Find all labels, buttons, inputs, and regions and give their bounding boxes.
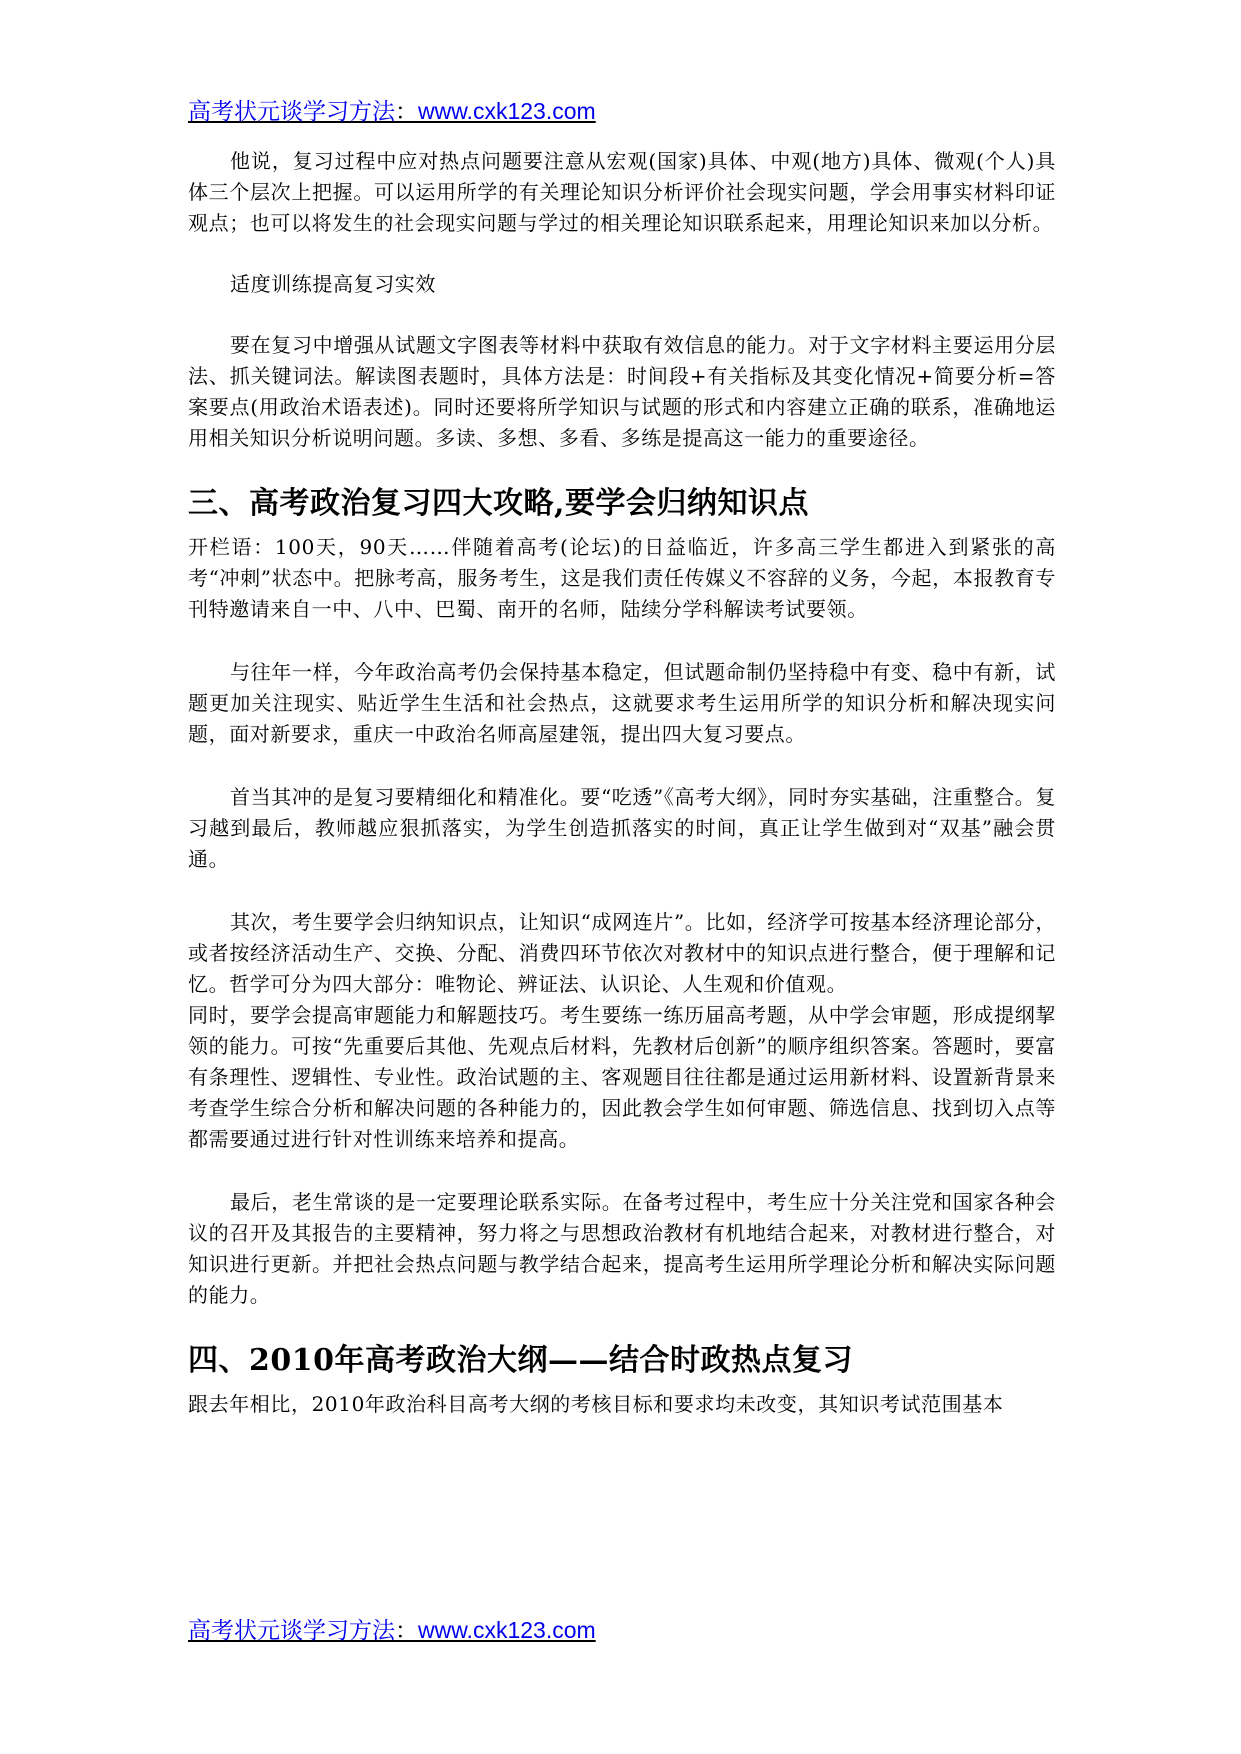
paragraph-third-point: 同时，要学会提高审题能力和解题技巧。考生要练一练历届高考题，从中学会审题，形成提纲挈领的能力。可按“先重要后其他、先观点后材料，先教材后创新”的顺序组织答案。答题时，要富有条理性、逻辑性、专业性。政治试题的主、客观题目往往都是通过运用新材料、设置新背景来考查学生综合分析和解决问题的各种能力的，因此教会学生如何审题、筛选信息、找到切入点等都需要通过进行针对性训练来培养和提高。 — [188, 1003, 1056, 1151]
footer-link-colon: ： — [395, 1618, 418, 1644]
header-link[interactable] — [188, 93, 596, 126]
paragraph-stability: 与往年一样，今年政治高考仍会保持基本稳定，但试题命制仍坚持稳中有变、稳中有新，试题更加关注现实、贴近学生生活和社会热点，这就要求考生运用所学的知识分析和解决现实问题，面对新要求，重庆一中政治名师高屋建瓴，提出四大复习要点。 — [188, 660, 1056, 746]
paragraph-first-point: 首当其冲的是复习要精细化和精准化。要“吃透”《高考大纲》，同时夯实基础，注重整合。复习越到最后，教师越应狠抓落实，为学生创造抓落实的时间，真正让学生做到对“双基”融会贯通。 — [188, 785, 1056, 871]
footer-link-url[interactable]: www.cxk123.com — [418, 1617, 596, 1643]
header-link-colon: ： — [395, 99, 418, 125]
header-link-url[interactable]: www.cxk123.com — [418, 98, 596, 124]
footer-link-title[interactable]: 高考状元谈学习方法 — [188, 1618, 395, 1644]
paragraph-fourth-point: 最后，老生常谈的是一定要理论联系实际。在备考过程中，考生应十分关注党和国家各种会议的召开及其报告的主要精神，努力将之与思想政治教材有机地结合起来，对教材进行整合，对知识进行更新。并把社会热点问题与教学结合起来，提高考生运用所学理论分析和解决实际问题的能力。 — [188, 1190, 1056, 1307]
header-link-title[interactable]: 高考状元谈学习方法 — [188, 99, 395, 125]
paragraph-2010-outline: 跟去年相比，2010年政治科目高考大纲的考核目标和要求均未改变，其知识考试范围基本 — [188, 1392, 1004, 1416]
paragraph-second-point: 其次，考生要学会归纳知识点，让知识“成网连片”。比如，经济学可按基本经济理论部分，或者按经济活动生产、交换、分配、消费四环节依次对教材中的知识点进行整合，便于理解和记忆。哲学可分为四大部分：唯物论、辨证法、认识论、人生观和价值观。 — [188, 910, 1056, 996]
paragraph-hotspot-levels: 他说，复习过程中应对热点问题要注意从宏观(国家)具体、中观(地方)具体、微观(个人)具体三个层次上把握。可以运用所学的有关理论知识分析评价社会现实问题，学会用事实材料印证观点；也可以将发生的社会现实问题与学过的相关理论知识联系起来，用理论知识来加以分析。 — [188, 149, 1056, 235]
section-heading-three: 三、高考政治复习四大攻略,要学会归纳知识点 — [188, 486, 809, 521]
section-heading-four: 四、2010年高考政治大纲——结合时政热点复习 — [188, 1343, 853, 1378]
subheading-training: 适度训练提高复习实效 — [230, 272, 436, 296]
document-body — [188, 146, 1056, 1420]
paragraph-column-intro: 开栏语：100天，90天……伴随着高考(论坛)的日益临近，许多高三学生都进入到紧张的高考“冲刺”状态中。把脉考高，服务考生，这是我们责任传媒义不容辞的义务，今起，本报教育专刊特邀请来自一中、八中、巴蜀、南开的名师，陆续分学科解读考试要领。 — [188, 535, 1056, 621]
footer-link[interactable] — [188, 1612, 596, 1645]
paragraph-info-extraction: 要在复习中增强从试题文字图表等材料中获取有效信息的能力。对于文字材料主要运用分层法、抓关键词法。解读图表题时，具体方法是：时间段+有关指标及其变化情况+简要分析=答案要点(用政治术语表述)。同时还要将所学知识与试题的形式和内容建立正确的联系，准确地运用相关知识分析说明问题。多读、多想、多看、多练是提高这一能力的重要途径。 — [188, 333, 1056, 450]
